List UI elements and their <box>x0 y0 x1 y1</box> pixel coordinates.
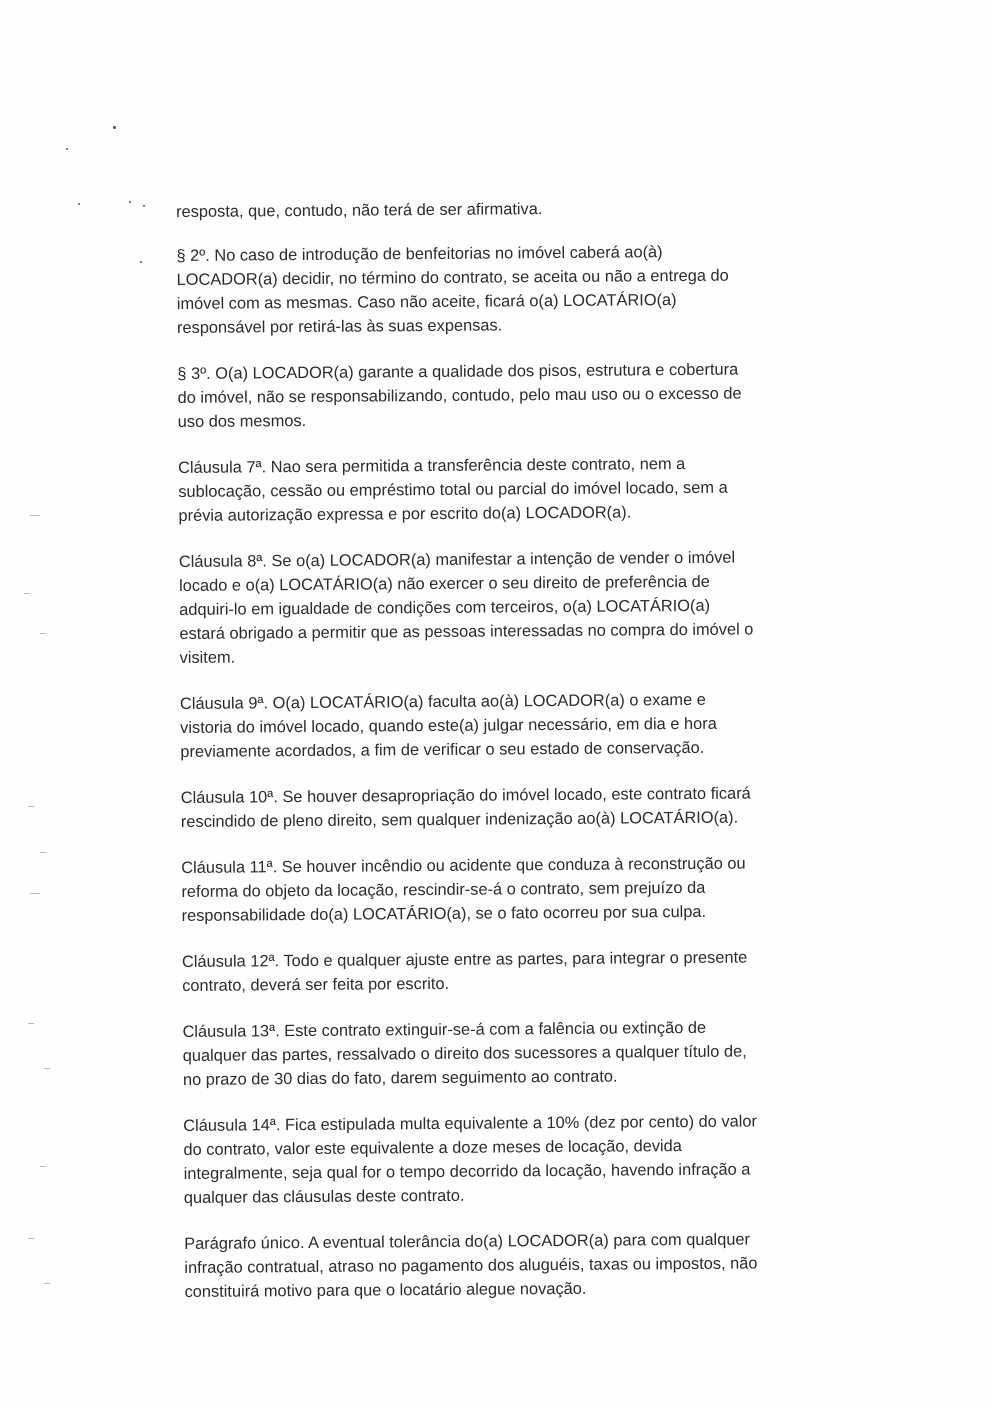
clause-7: Cláusula 7ª. Nao sera permitida a transferência deste contrato, nem a sublocação, cessão ou empréstimo total ou parcial do imóvel locado, sem a prévia autorização expressa e por escrito do(a) LOCADOR(a). <box>178 455 728 525</box>
scan-speck <box>129 201 131 203</box>
clause-12: Cláusula 12ª. Todo e qualquer ajuste entre as partes, para integrar o presente contrato, deverá ser feita por escrito. <box>181 948 748 995</box>
scan-speck <box>140 261 142 263</box>
scan-edge-mark <box>28 1023 34 1024</box>
paragraph-continuation: resposta, que, contudo, não terá de ser afirmativa. <box>176 200 543 221</box>
scan-edge-mark <box>40 852 46 853</box>
paragraph-3-qualidade: § 3º. O(a) LOCADOR(a) garante a qualidade dos pisos, estrutura e cobertura do imóvel, não se responsabilizando, contudo, pelo mau uso ou o excesso de uso dos mesmos. <box>177 360 742 431</box>
scan-edge-mark <box>28 1238 34 1239</box>
scan-edge-mark <box>44 1283 50 1284</box>
scan-edge-mark <box>44 1068 50 1069</box>
scan-speck <box>113 126 116 129</box>
paragraph-2-benfeitorias: § 2º. No caso de introdução de benfeitorias no imóvel caberá ao(à) LOCADOR(a) decidir, no término do contrato, se aceita ou não a entrega do imóvel com as mesmas. Caso não aceite, ficará o(a) LOCATÁRIO(a) responsável por retirá-las às suas expensas. <box>176 243 729 337</box>
scan-speck <box>66 148 68 150</box>
clause-10: Cláusula 10ª. Se houver desapropriação do imóvel locado, este contrato ficará rescindido de pleno direito, sem qualquer indenização ao(à) LOCATÁRIO(a). <box>180 784 751 831</box>
scan-edge-mark <box>24 593 30 594</box>
clause-13: Cláusula 13ª. Este contrato extinguir-se-á com a falência ou extinção de qualquer das partes, ressalvado o direito dos sucessores a qualquer título de, no prazo de 30 dias do fato, darem seguimento ao contrato. <box>182 1018 747 1089</box>
scan-edge-mark <box>28 806 34 807</box>
scan-speck <box>143 205 145 207</box>
clause-8: Cláusula 8ª. Se o(a) LOCADOR(a) manifestar a intenção de vender o imóvel locado e o(a) LOCATÁRIO(a) não exercer o seu direito de preferência de adquiri-lo em igualdade de condições com terceiros, o(a) LOCATÁRIO(a) estará obrigado a permitir que as pessoas interessadas no compra do imóvel o visitem. <box>178 548 754 667</box>
sole-paragraph: Parágrafo único. A eventual tolerância do(a) LOCADOR(a) para com qualquer infração contratual, atraso no pagamento dos aluguéis, taxas ou impostos, não constituirá motivo para que o locatário alegue novação. <box>184 1230 758 1301</box>
contract-text <box>176 195 847 1326</box>
clause-14: Cláusula 14ª. Fica estipulada multa equivalente a 10% (dez por cento) do valor do contrato, valor este equivalente a doze meses de locação, devida integralmente, seja qual for o tempo decorrido da locação, havendo infração a qualquer das cláusulas deste contrato. <box>183 1112 758 1207</box>
scan-edge-mark <box>30 893 40 894</box>
scan-speck <box>78 203 80 205</box>
scan-edge-mark <box>40 1166 46 1167</box>
scan-edge-mark <box>40 633 46 634</box>
clause-11: Cláusula 11ª. Se houver incêndio ou acidente que conduza à reconstrução ou reforma do objeto da locação, rescindir-se-á o contrato, sem prejuízo da responsabilidade do(a) LOCATÁRIO(a), se o fato ocorreu por sua culpa. <box>181 854 746 925</box>
clause-9: Cláusula 9ª. O(a) LOCATÁRIO(a) faculta ao(à) LOCADOR(a) o exame e vistoria do imóvel locado, quando este(a) julgar necessário, em dia e hora previamente acordados, a fim de verificar o seu estado de conservação. <box>179 690 717 761</box>
scan-edge-mark <box>30 515 40 516</box>
